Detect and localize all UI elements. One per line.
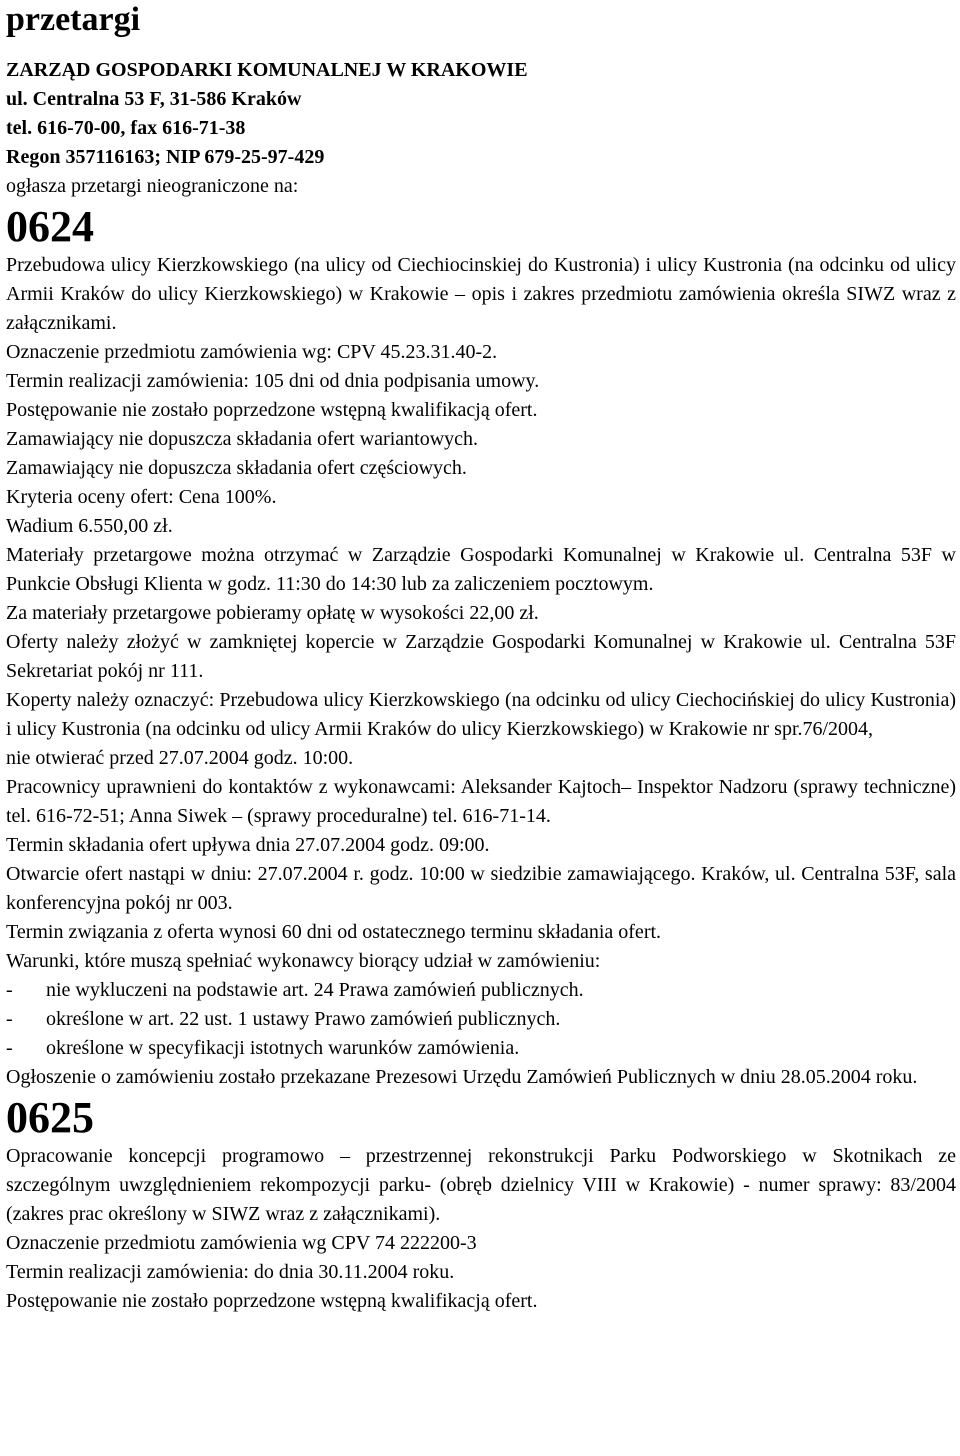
issuer-header [6, 56, 956, 201]
issuer-address: ul. Centralna 53 F, 31-586 Kraków [6, 88, 302, 110]
tender-paragraph: Zamawiający nie dopuszcza składania ofert wariantowych. [6, 428, 479, 450]
tender-paragraph: Termin realizacji zamówienia: 105 dni od dnia podpisania umowy. [6, 370, 540, 392]
list-item [6, 1034, 956, 1063]
tender-paragraph: Przebudowa ulicy Kierzkowskiego (na ulicy od Ciechiocinskiej do Kustronia) i ulicy Kustronia (na odcinku od ulicy Armii Kraków do ulicy Kierzkowskiego) w Krakowie – opis i zakres przedmiotu zamówienia określa SIWZ wraz z załącznikami. [6, 254, 956, 334]
list-item [6, 1005, 956, 1034]
announcement-intro: ogłasza przetargi nieograniczone na: [6, 175, 299, 197]
tender-number: 0624 [6, 202, 94, 251]
page-title: przetargi [6, 1, 141, 38]
list-item [6, 976, 956, 1005]
tender-paragraph: Termin związania z oferta wynosi 60 dni od ostatecznego terminu składania ofert. [6, 921, 662, 943]
tender-paragraph: Wadium 6.550,00 zł. [6, 515, 173, 537]
tender-paragraph: Opracowanie koncepcji programowo – przestrzennej rekonstrukcji Parku Podworskiego w Skotnikach ze szczególnym uwzględnieniem rekompozycji parku- (obręb dzielnicy VIII w Krakowie) - numer sprawy: 83/2004 (zakres prac określony w SIWZ wraz z załącznikami). [6, 1145, 956, 1225]
tender-paragraph: Zamawiający nie dopuszcza składania ofert częściowych. [6, 457, 467, 479]
list-dash: - [6, 1008, 13, 1030]
issuer-registry: Regon 357116163; NIP 679-25-97-429 [6, 146, 325, 168]
tender-paragraph: Oferty należy złożyć w zamkniętej kopercie w Zarządzie Gospodarki Komunalnej w Krakowie ul. Centralna 53F Sekretariat pokój nr 111. [6, 631, 956, 682]
issuer-phone: tel. 616-70-00, fax 616-71-38 [6, 117, 246, 139]
document-page [6, 0, 956, 1316]
tender-0625 [6, 1094, 956, 1316]
tender-paragraph: Termin składania ofert upływa dnia 27.07.2004 godz. 09:00. [6, 834, 490, 856]
tender-0624 [6, 203, 956, 1092]
conditions-list [6, 976, 956, 1063]
list-dash: - [6, 979, 13, 1001]
tender-paragraph: Otwarcie ofert nastąpi w dniu: 27.07.2004 r. godz. 10:00 w siedzibie zamawiającego. Kraków, ul. Centralna 53F, sala konferencyjna pokój nr 003. [6, 863, 956, 914]
list-item-text: nie wykluczeni na podstawie art. 24 Prawa zamówień publicznych. [46, 979, 584, 1001]
tender-paragraph: Koperty należy oznaczyć: Przebudowa ulicy Kierzkowskiego (na odcinku od ulicy Ciechocińskiej do ulicy Kustronia) i ulicy Kustronia (na odcinku od ulicy Armii Kraków do ulicy Kierzkowskiego) w Krakowie nr spr.76/2004, [6, 689, 956, 740]
list-dash: - [6, 1037, 13, 1059]
tender-paragraph: Termin realizacji zamówienia: do dnia 30.11.2004 roku. [6, 1261, 455, 1283]
list-item-text: określone w specyfikacji istotnych warunków zamówienia. [46, 1037, 520, 1059]
list-item-text: określone w art. 22 ust. 1 ustawy Prawo zamówień publicznych. [46, 1008, 561, 1030]
tender-paragraph: Oznaczenie przedmiotu zamówienia wg CPV 74 222200-3 [6, 1232, 477, 1254]
tender-number: 0625 [6, 1093, 94, 1142]
tender-paragraph: Kryteria oceny ofert: Cena 100%. [6, 486, 277, 508]
issuer-name: ZARZĄD GOSPODARKI KOMUNALNEJ W KRAKOWIE [6, 59, 528, 81]
tender-paragraph: Za materiały przetargowe pobieramy opłatę w wysokości 22,00 zł. [6, 602, 539, 624]
tender-paragraph: Oznaczenie przedmiotu zamówienia wg: CPV 45.23.31.40-2. [6, 341, 498, 363]
tender-paragraph: Materiały przetargowe można otrzymać w Zarządzie Gospodarki Komunalnej w Krakowie ul. Centralna 53F w Punkcie Obsługi Klienta w godz. 11:30 do 14:30 lub za zaliczeniem pocztowym. [6, 544, 956, 595]
tender-paragraph: Postępowanie nie zostało poprzedzone wstępną kwalifikacją ofert. [6, 1290, 538, 1312]
tender-paragraph: Pracownicy uprawnieni do kontaktów z wykonawcami: Aleksander Kajtoch– Inspektor Nadzoru (sprawy techniczne) tel. 616-72-51; Anna Siwek – (sprawy proceduralne) tel. 616-71-14. [6, 776, 956, 827]
tender-paragraph: Postępowanie nie zostało poprzedzone wstępną kwalifikacją ofert. [6, 399, 538, 421]
tender-closing: Ogłoszenie o zamówieniu zostało przekazane Prezesowi Urzędu Zamówień Publicznych w dniu 28.05.2004 roku. [6, 1066, 918, 1088]
tender-paragraph: Warunki, które muszą spełniać wykonawcy biorący udział w zamówieniu: [6, 950, 601, 972]
tender-paragraph: nie otwierać przed 27.07.2004 godz. 10:00. [6, 747, 354, 769]
